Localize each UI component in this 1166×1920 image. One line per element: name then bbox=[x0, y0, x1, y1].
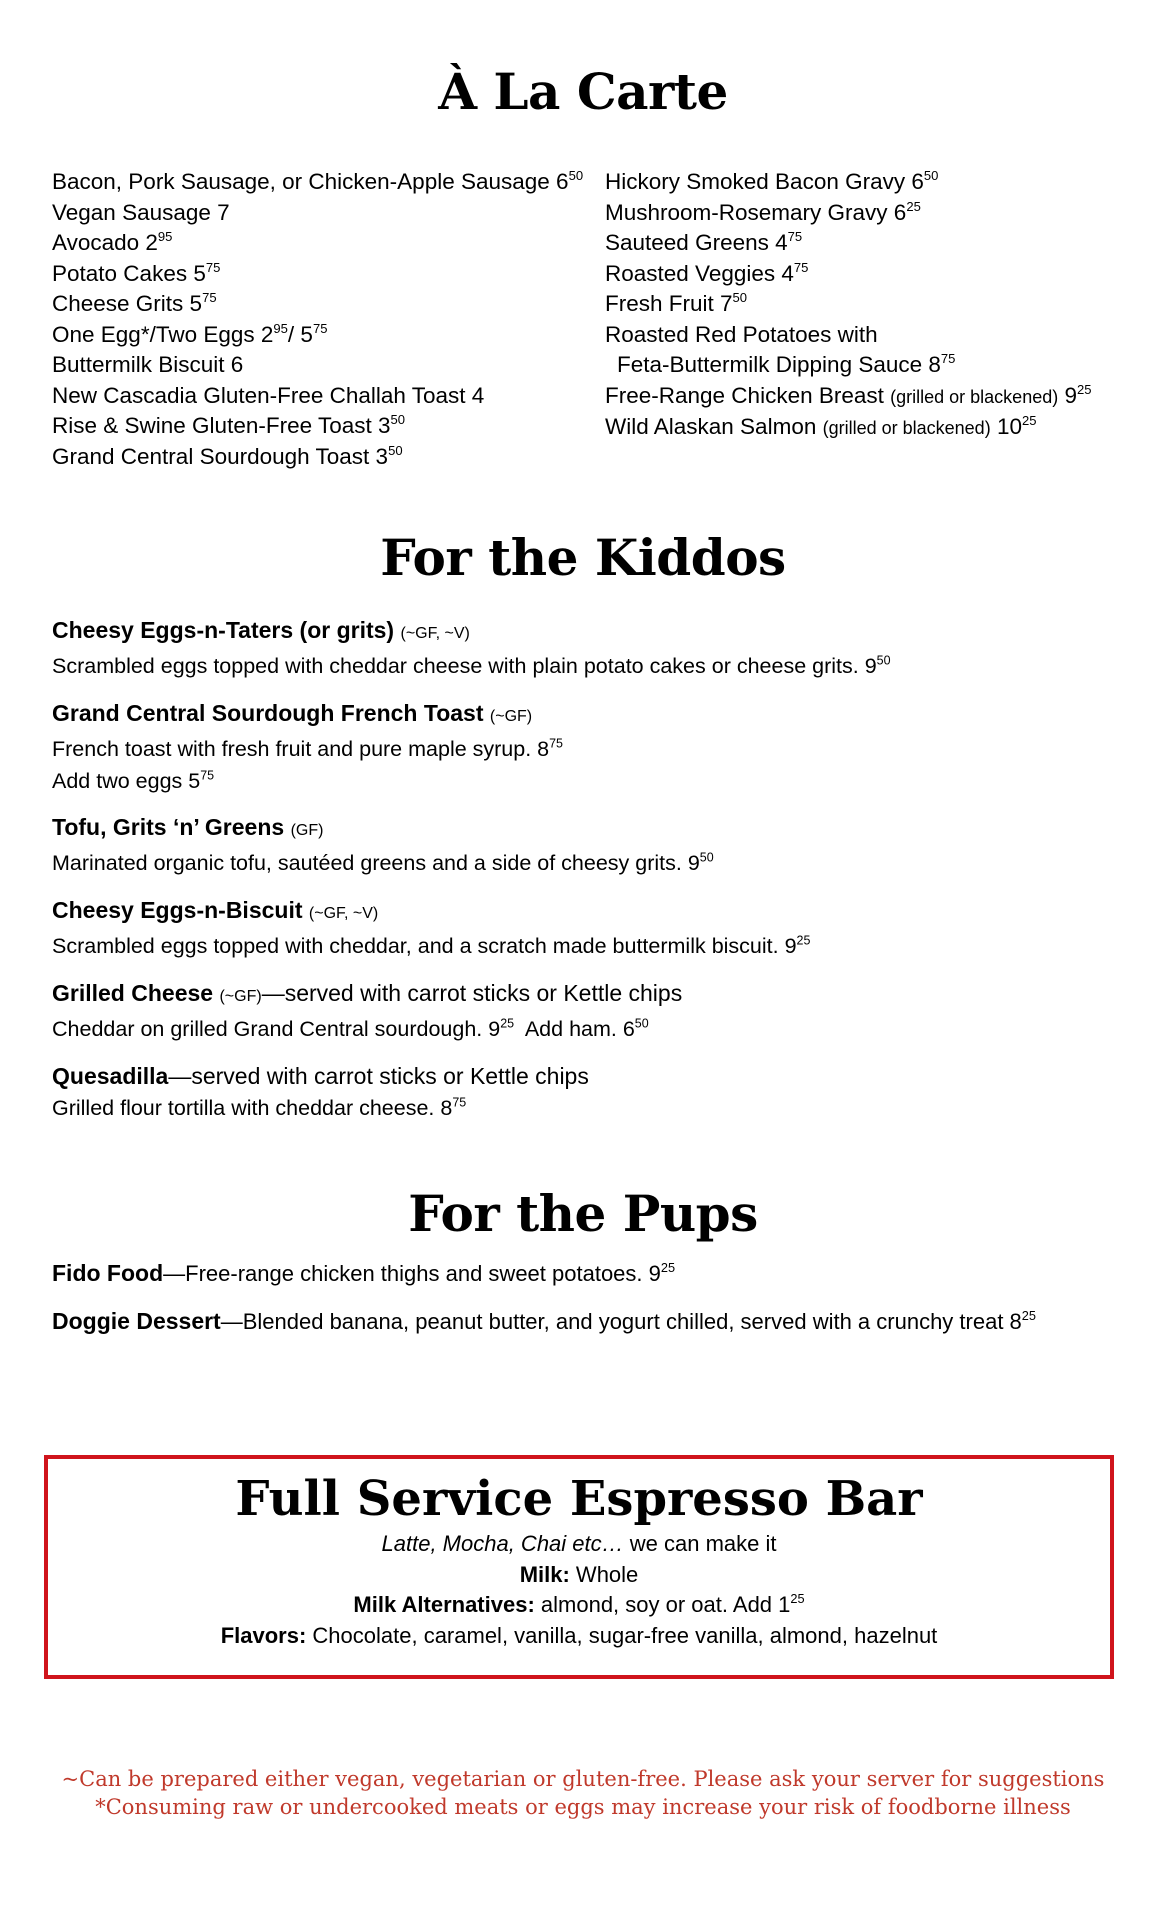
menu-item: Wild Alaskan Salmon (grilled or blackened) $10^{25}$ bbox=[605, 412, 1037, 439]
pups-title: For the Pups bbox=[408, 1184, 758, 1243]
footer-dietary-note: ~Can be prepared either vegan, vegetarian or gluten-free. Please ask your server for suggestions bbox=[61, 1767, 1105, 1791]
menu-item: Avocado $2^{95}$ bbox=[52, 228, 173, 255]
menu-item: Feta-Buttermilk Dipping Sauce $8^{75}$ bbox=[617, 350, 956, 377]
menu-item: Free-Range Chicken Breast (grilled or blackened) $9^{25}$ bbox=[605, 381, 1092, 408]
kids-menu-item: Cheesy Eggs-n-Biscuit (~GF, ~V) Scrambled eggs topped with cheddar, and a scratch made buttermilk biscuit. $9^{25}$ bbox=[52, 897, 811, 958]
kids-menu-item: Tofu, Grits ‘n’ Greens (GF) Marinated organic tofu, sautéed greens and a side of cheesy grits. $9^{50}$ bbox=[52, 814, 714, 875]
espresso-title: Full Service Espresso Bar bbox=[235, 1471, 923, 1527]
footer-health-warning: *Consuming raw or undercooked meats or eggs may increase your risk of foodborne illness bbox=[95, 1795, 1071, 1819]
kiddos-title: For the Kiddos bbox=[380, 528, 786, 587]
menu-item: Grand Central Sourdough Toast $3^{50}$ bbox=[52, 442, 403, 469]
menu-item: Buttermilk Biscuit 6 bbox=[52, 352, 244, 377]
menu-item: Potato Cakes $5^{75}$ bbox=[52, 259, 221, 286]
menu-item: Roasted Veggies $4^{75}$ bbox=[605, 259, 809, 286]
menu-item: Cheese Grits $5^{75}$ bbox=[52, 289, 217, 316]
menu-item: Vegan Sausage 7 bbox=[52, 199, 230, 225]
menu-item: Fresh Fruit $7^{50}$ bbox=[605, 289, 748, 316]
footer-notes bbox=[0, 1765, 1166, 1821]
menu-item: New Cascadia Gluten-Free Challah Toast 4 bbox=[52, 382, 485, 408]
espresso-bar-box bbox=[44, 1455, 1114, 1679]
kids-menu-item: Grand Central Sourdough French Toast (~GF) French toast with fresh fruit and pure maple syrup. $8^{75}$ Add two eggs $5^{75}$ bbox=[52, 700, 563, 793]
kids-menu-item: Cheesy Eggs-n-Taters (or grits) (~GF, ~V) Scrambled eggs topped with cheddar cheese with plain potato cakes or cheese grits. $9^{50}$ bbox=[52, 617, 891, 678]
kids-menu-item: Quesadilla—served with carrot sticks or Kettle chips Grilled flour tortilla with cheddar cheese. $8^{75}$ bbox=[52, 1063, 589, 1120]
menu-item: Bacon, Pork Sausage, or Chicken-Apple Sausage $6^{50}$ bbox=[52, 167, 584, 194]
menu-item: Roasted Red Potatoes with bbox=[605, 321, 878, 347]
pup-menu-item: Fido Food—Free-range chicken thighs and sweet potatoes. $9^{25}$ bbox=[52, 1260, 676, 1286]
menu-item: Rise & Swine Gluten-Free Toast $3^{50}$ bbox=[52, 411, 406, 438]
espresso-alt-milk-line: Milk Alternatives: almond, soy or oat. Add $1^{25}$ bbox=[353, 1591, 805, 1617]
espresso-flavors-line: Flavors: Chocolate, caramel, vanilla, sugar-free vanilla, almond, hazelnut bbox=[220, 1622, 938, 1648]
espresso-drinks-line: Latte, Mocha, Chai etc… we can make it bbox=[381, 1531, 777, 1556]
menu-item: One Egg*/Two Eggs $2^{95}/$ $5^{75}$ bbox=[52, 320, 328, 347]
menu-item: Hickory Smoked Bacon Gravy $6^{50}$ bbox=[605, 167, 939, 194]
kids-menu-item: Grilled Cheese (~GF)—served with carrot sticks or Kettle chips Cheddar on grilled Grand Central sourdough. $9^{25}$ Add ham. $6^{50}$ bbox=[52, 980, 683, 1041]
alacarte-title: À La Carte bbox=[438, 62, 728, 121]
alacarte-left-column bbox=[52, 167, 583, 472]
alacarte-right-column bbox=[605, 167, 1092, 444]
pup-menu-item: Doggie Dessert—Blended banana, peanut butter, and yogurt chilled, served with a crunchy treat $8^{25}$ bbox=[52, 1308, 1036, 1334]
menu-item: Mushroom-Rosemary Gravy $6^{25}$ bbox=[605, 198, 921, 225]
espresso-milk-line: Milk: Whole bbox=[519, 1561, 639, 1587]
menu-item: Sauteed Greens $4^{75}$ bbox=[605, 228, 803, 255]
